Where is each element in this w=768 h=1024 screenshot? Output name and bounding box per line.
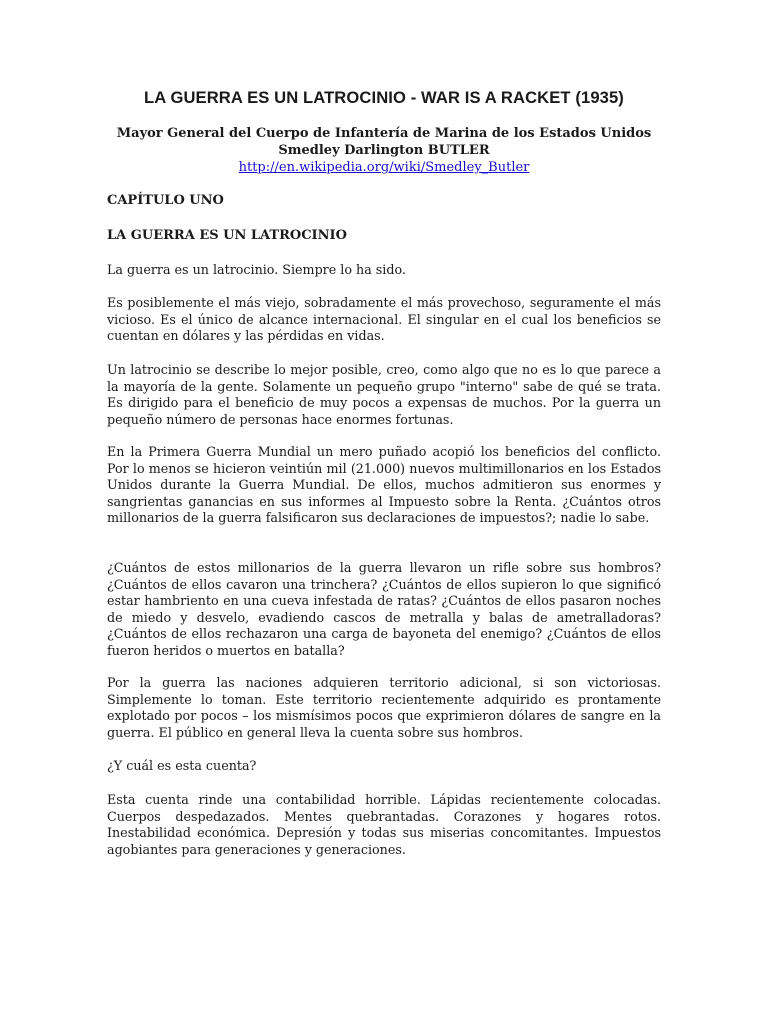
author-rank: Mayor General del Cuerpo de Infantería de Marina de los Estados Unidos [116,126,652,141]
paragraph-7: ¿Y cuál es esta cuenta? [107,758,257,773]
wikipedia-link[interactable]: http://en.wikipedia.org/wiki/Smedley_Butler [238,160,530,175]
author-name: Smedley Darlington BUTLER [278,143,490,158]
paragraph-1: La guerra es un latrocinio. Siempre lo ha sido. [107,262,406,277]
paragraph-5: ¿Cuántos de estos millonarios de la guerra llevaron un rifle sobre sus hombros? ¿Cuántos de ellos cavaron una trinchera? ¿Cuántos de ellos supieron lo que significó estar hambriento en una cueva infestada de ratas? ¿Cuántos de ellos pasaron noches de miedo y desvelo, evadiendo cascos de metralla y balas de ametralladoras? ¿Cuántos de ellos rechazaron una carga de bayoneta del enemigo? ¿Cuántos de ellos fueron heridos o muertos en batalla? [107,560,661,658]
paragraph-2: Es posiblemente el más viejo, sobradamente el más provechoso, seguramente el más vicioso. Es el único de alcance internacional. El singular en el cual los beneficios se cuentan en dólares y las pérdidas en vidas. [107,295,661,343]
chapter-title: LA GUERRA ES UN LATROCINIO [107,228,347,243]
chapter-heading: CAPÍTULO UNO [107,193,224,208]
paragraph-8: Esta cuenta rinde una contabilidad horrible. Lápidas recientemente colocadas. Cuerpos despedazados. Mentes quebrantadas. Corazones y hogares rotos. Inestabilidad económica. Depresión y todas sus miserias concomitantes. Impuestos agobiantes para generaciones y generaciones. [107,792,661,857]
paragraph-4: En la Primera Guerra Mundial un mero puñado acopió los beneficios del conflicto. Por lo menos se hicieron veintiún mil (21.000) nuevos multimillonarios en los Estados Unidos durante la Guerra Mundial. De ellos, muchos admitieron sus enormes y sangrientas ganancias en sus informes al Impuesto sobre la Renta. ¿Cuántos otros millonarios de la guerra falsificaron sus declaraciones de impuestos?; nadie lo sabe. [107,444,661,525]
document-title: LA GUERRA ES UN LATROCINIO - WAR IS A RACKET (1935) [144,88,624,107]
paragraph-3: Un latrocinio se describe lo mejor posible, creo, como algo que no es lo que parece a la mayoría de la gente. Solamente un pequeño grupo "interno" sabe de qué se trata. Es dirigido para el beneficio de muy pocos a expensas de muchos. Por la guerra un pequeño número de personas hace enormes fortunas. [107,362,661,427]
author-block [107,125,661,176]
paragraph-6: Por la guerra las naciones adquieren territorio adicional, si son victoriosas. Simplemente lo toman. Este territorio recientemente adquirido es prontamente explotado por pocos – los mismísimos pocos que exprimieron dólares de sangre en la guerra. El público en general lleva la cuenta sobre sus hombros. [107,675,661,740]
